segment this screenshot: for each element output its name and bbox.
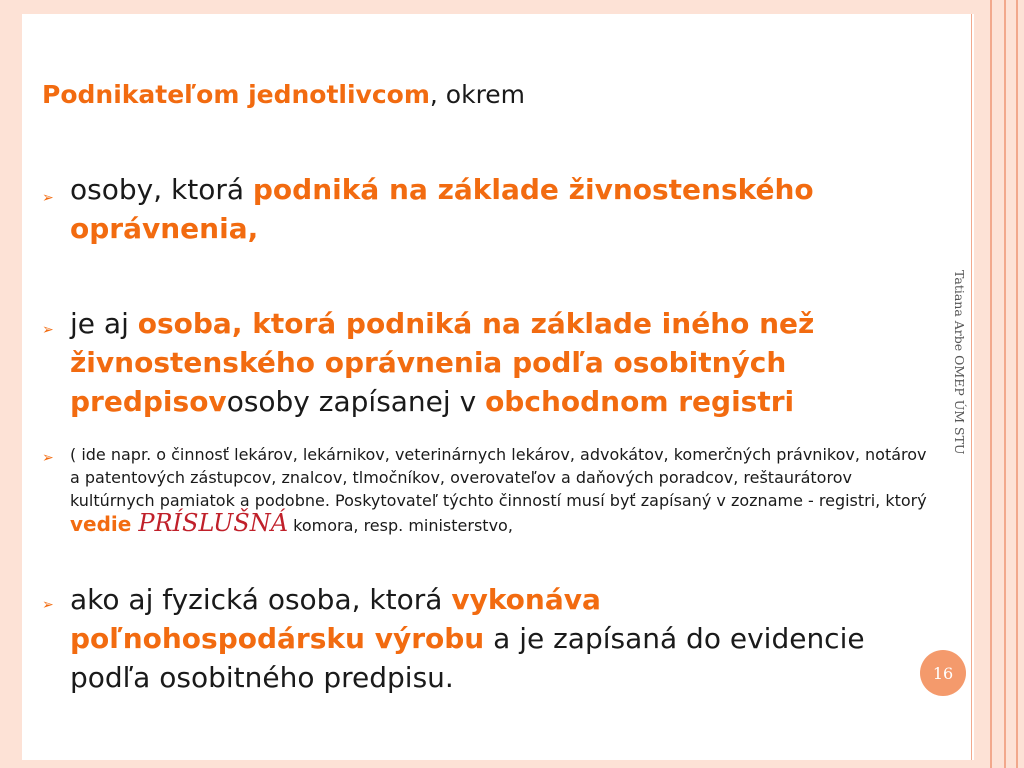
item-highlight: podniká na základe živnostenského oprávnenia, [70, 173, 814, 245]
arrow-bullet-icon: ➢ [42, 450, 54, 466]
page-number-badge [920, 650, 966, 696]
item-text: je aj [70, 307, 138, 340]
item-highlight: obchodnom registri [485, 385, 795, 418]
item-text: osoby, ktorá [70, 173, 253, 206]
item-text: a je zapísaná do evidencie podľa osobitného predpisu. [70, 622, 865, 694]
author-text: Tatiana Arbe OMEP ÚM STU [952, 270, 967, 455]
frame-stripe [1004, 0, 1006, 768]
slide-heading [42, 80, 525, 109]
arrow-bullet-icon: ➢ [42, 190, 54, 206]
page-number: 16 [932, 663, 954, 683]
item-highlight: vedie [70, 512, 139, 536]
frame-bottom [0, 760, 1024, 768]
item-text: komora, resp. ministerstvo, [288, 516, 513, 535]
item-highlight: osoba, ktorá podniká na základe iného než živnostenského oprávnenia podľa osobitných predpisov [70, 307, 815, 418]
frame-stripe [1016, 0, 1018, 768]
author-footer [951, 270, 967, 510]
list-item-text [70, 443, 940, 537]
item-text: osoby zapísanej v [226, 385, 486, 418]
frame-top [0, 0, 1024, 14]
frame-left [0, 0, 22, 768]
heading-rest: , okrem [429, 80, 526, 109]
item-highlight: vykonáva poľnohospodársku výrobu [70, 583, 601, 655]
arrow-bullet-icon: ➢ [42, 597, 54, 613]
frame-stripe [990, 0, 992, 768]
item-red-highlight: PRÍSLUŠNÁ [138, 509, 289, 537]
heading-strong: Podnikateľom jednotlivcom [42, 80, 430, 109]
list-item-text [70, 170, 950, 248]
list-item-text [70, 304, 950, 421]
arrow-bullet-icon: ➢ [42, 322, 54, 338]
item-text: ( ide napr. o činnosť lekárov, lekárnikov, veterinárnych lekárov, advokátov, komerčných právnikov, notárov a patentových zástupcov, znalcov, tlmočníkov, overovateľov a daňových poradcov, reštaurátorov kultúrnych pamiatok a podobne. Poskytovateľ týchto činností musí byť zapísaný v zozname - registri, ktorý [70, 445, 927, 510]
list-item-text [70, 580, 870, 697]
item-text: ako aj fyzická osoba, ktorá [70, 583, 452, 616]
